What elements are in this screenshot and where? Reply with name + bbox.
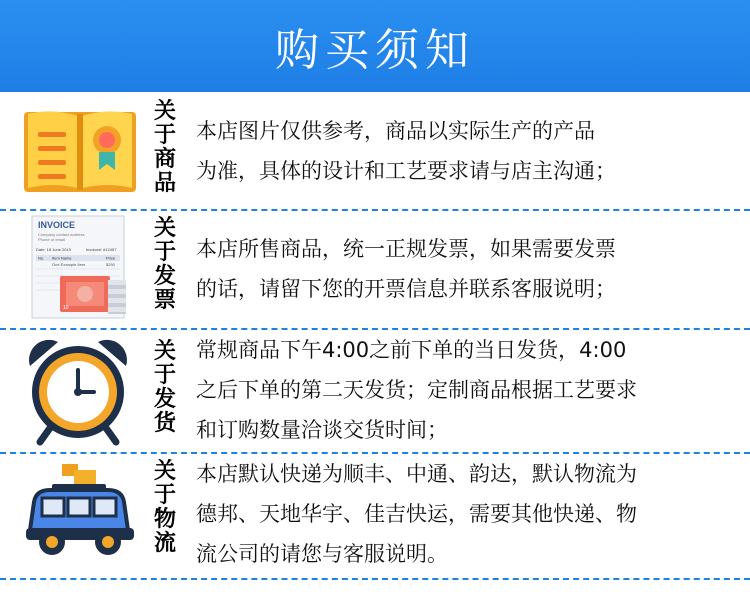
label-char: 关 (153, 99, 176, 124)
text-line: 常规商品下午4:00之前下单的当日发货，4:00 (196, 338, 627, 362)
section-text-logistics (196, 454, 741, 574)
label-char: 于 (153, 123, 176, 148)
label-char: 物 (153, 507, 176, 532)
invoice-col: Item Name (52, 255, 72, 261)
delivery-car-icon (24, 462, 136, 566)
section-label-shipping (150, 340, 180, 436)
text-line: 本店图片仅供参考，商品以实际生产的产品 (196, 119, 595, 143)
text-line: 本店默认快递为顺丰、中通、韵达，默认物流为 (196, 462, 637, 486)
invoice-sub: Company contact address (38, 232, 85, 237)
label-char: 发 (153, 264, 176, 289)
text-line: 为准，具体的设计和工艺要求请与店主沟通； (196, 159, 616, 183)
label-char: 关 (153, 339, 176, 364)
text-line: 之后下单的第二天发货；定制商品根据工艺要求 (196, 378, 637, 402)
page-title: 购买须知 (275, 25, 475, 76)
invoice-row: One Example Item (52, 262, 86, 267)
label-char: 流 (153, 531, 176, 556)
invoice-icon (30, 214, 130, 324)
label-char: 票 (153, 288, 176, 313)
text-line: 本店所售商品，统一正规发票，如果需要发票 (196, 237, 616, 261)
section-divider (0, 209, 750, 211)
invoice-number: Invoice#: #12457 (86, 247, 117, 252)
invoice-row: $250 (106, 262, 115, 267)
section-label-logistics (150, 460, 180, 556)
text-line: 流公司的请您与客服说明。 (196, 542, 448, 566)
invoice-date: Date: 18 June 2019 (36, 247, 71, 252)
label-char: 于 (153, 240, 176, 265)
label-char: 于 (153, 363, 176, 388)
label-char: 发 (153, 387, 176, 412)
banknote-label: 10 (63, 305, 69, 311)
label-char: 关 (153, 459, 176, 484)
section-label-invoice (150, 217, 180, 313)
section-label-products (150, 100, 180, 196)
text-line: 的话，请留下您的开票信息并联系客服说明； (196, 277, 616, 301)
open-book-icon (20, 104, 140, 202)
invoice-heading: INVOICE (38, 220, 76, 230)
text-line: 和订购数量洽谈交货时间； (196, 418, 448, 442)
section-text-products (196, 111, 741, 191)
invoice-sub: Phone or email (38, 237, 65, 242)
header-banner (0, 0, 750, 92)
section-text-invoice (196, 229, 741, 309)
invoice-col: No. (38, 255, 45, 261)
label-char: 关 (153, 216, 176, 241)
section-text-shipping (196, 330, 741, 450)
text-line: 德邦、天地华宇、佳吉快运，需要其他快递、物 (196, 502, 637, 526)
section-divider (0, 578, 750, 580)
alarm-clock-icon (22, 336, 134, 450)
label-char: 品 (153, 171, 176, 196)
label-char: 于 (153, 483, 176, 508)
label-char: 货 (153, 411, 176, 436)
invoice-col: Price (106, 255, 116, 261)
label-char: 商 (153, 147, 176, 172)
